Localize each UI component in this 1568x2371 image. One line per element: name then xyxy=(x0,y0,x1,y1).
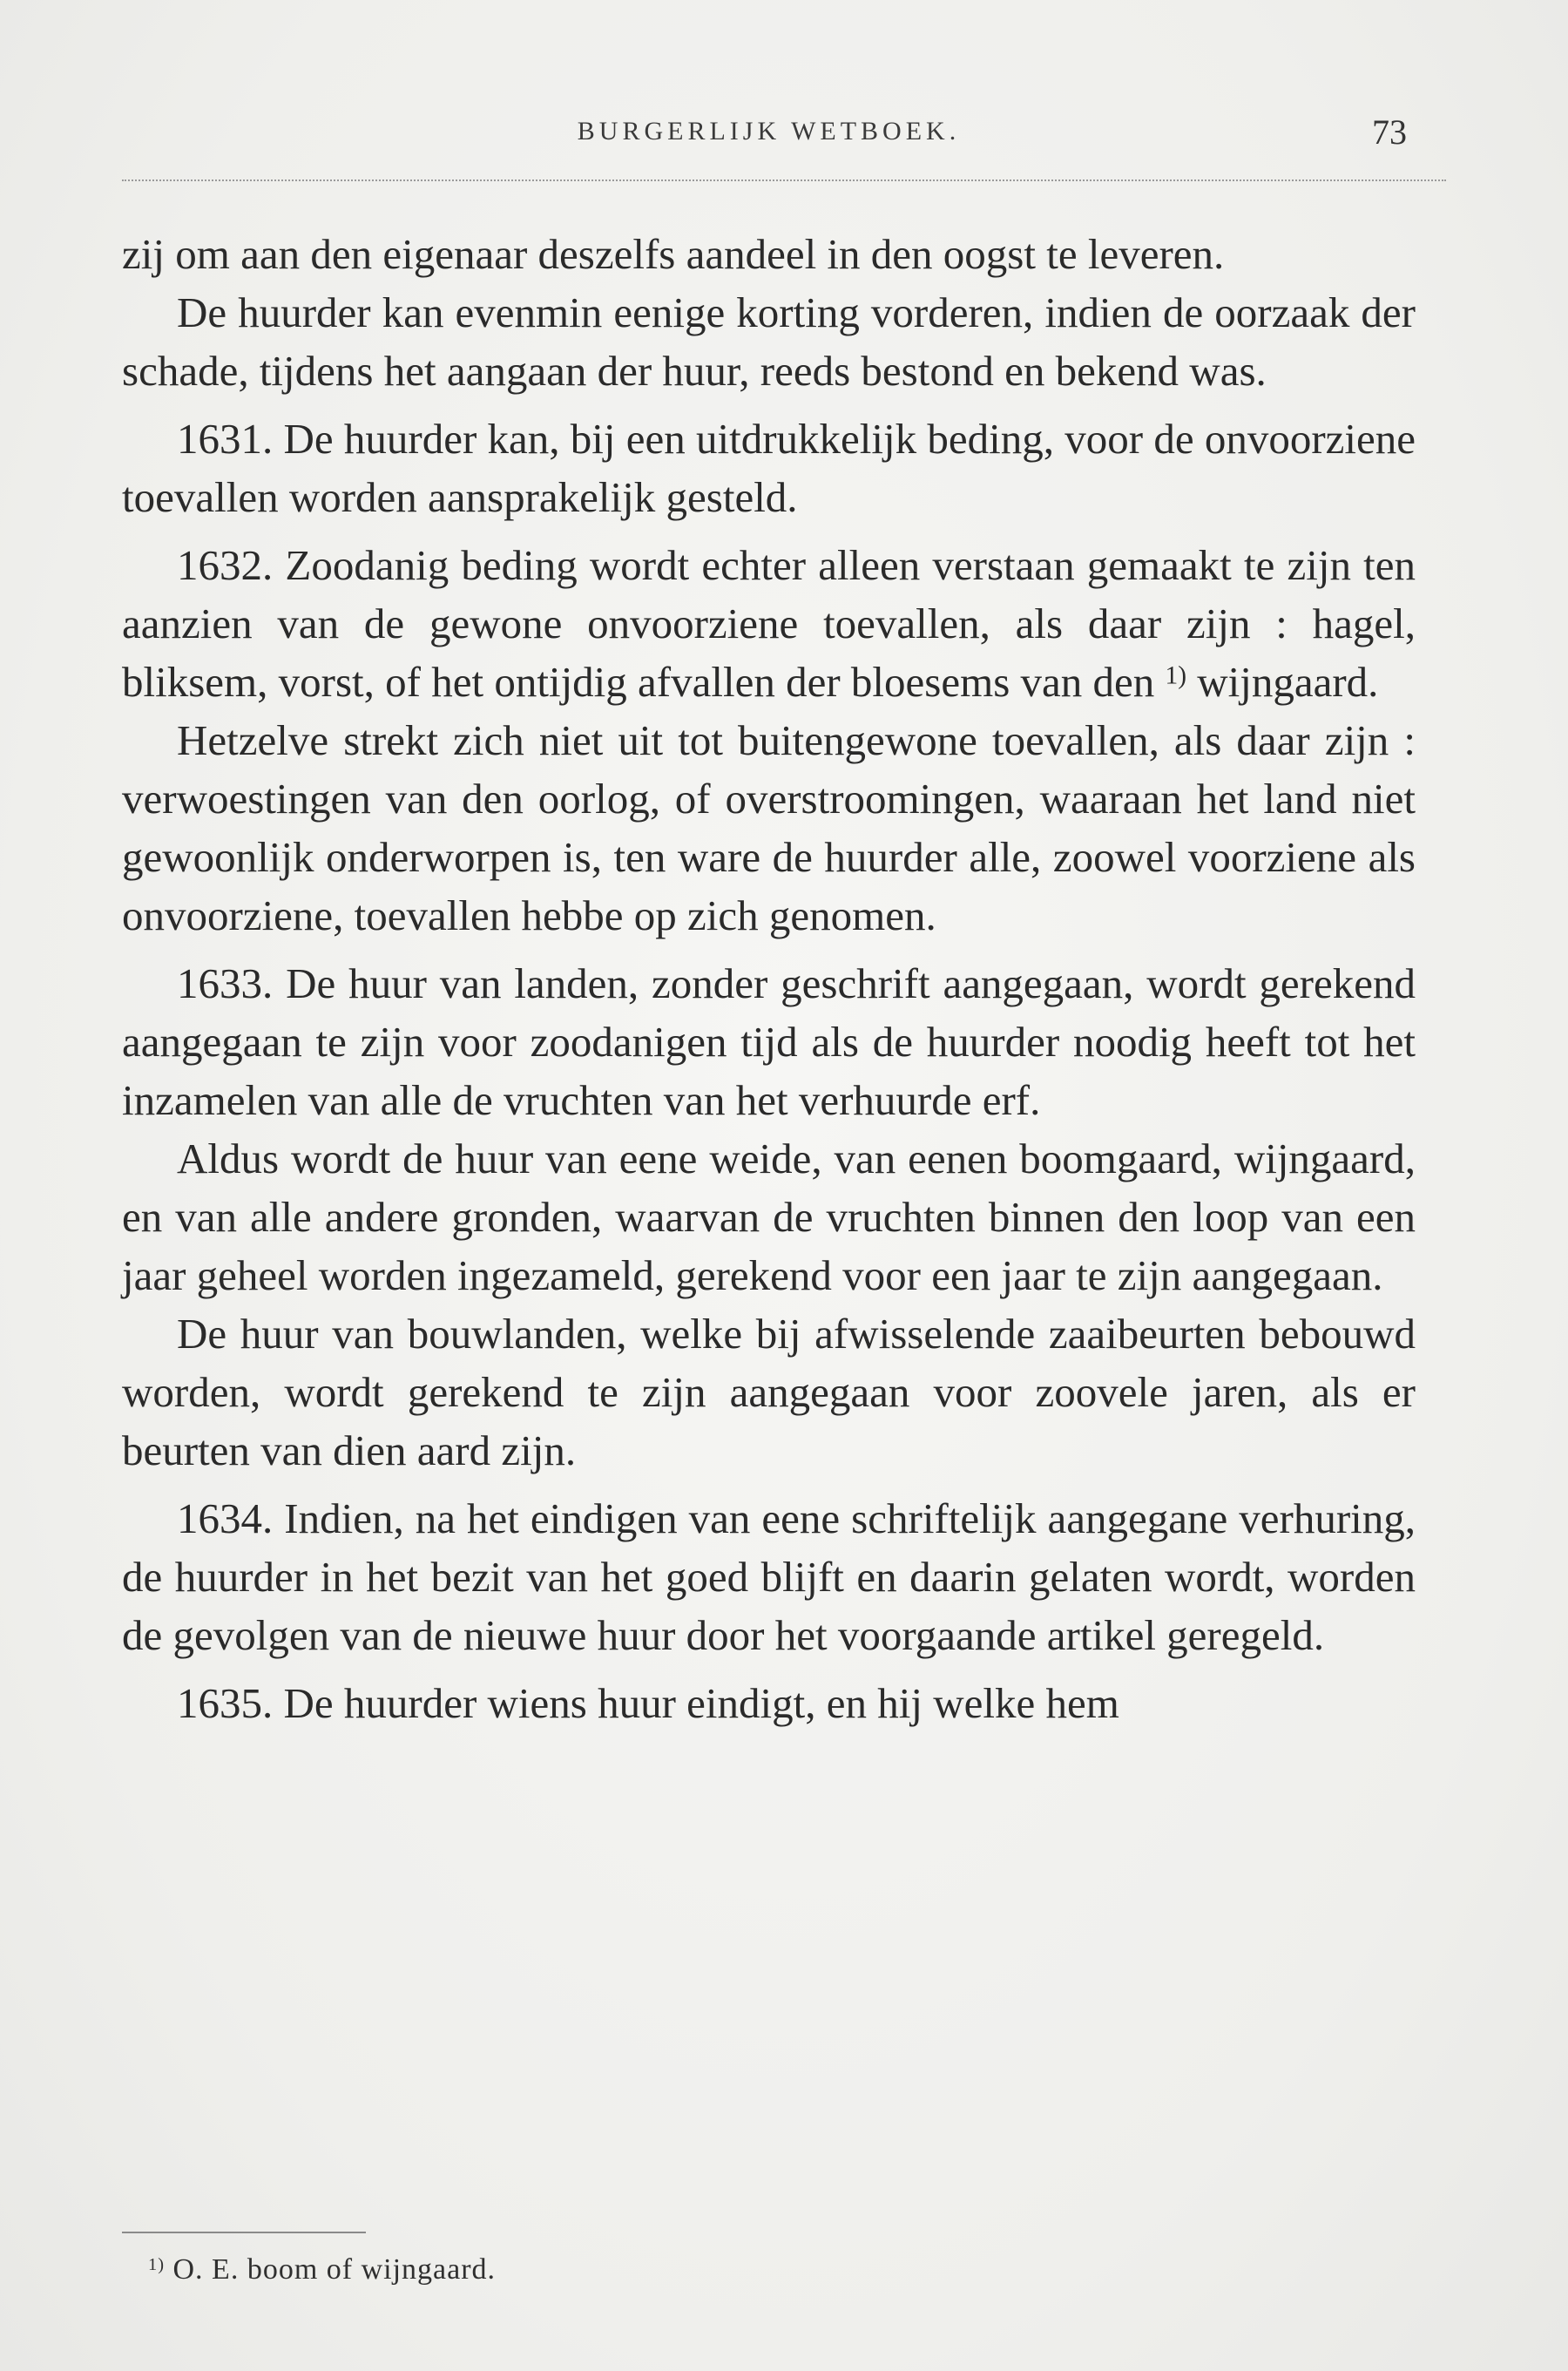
page-number: 73 xyxy=(1372,112,1407,152)
footnote-text: O. E. boom of wijngaard. xyxy=(172,2253,497,2286)
body-text xyxy=(122,225,1416,1732)
paragraph-text: De huurder kan evenmin eenige korting vorderen, indien de oorzaak der schade, tijdens het aangaan der huur, reeds bestond en bekend was. xyxy=(122,288,1416,395)
footnote-rule xyxy=(122,2232,366,2233)
article-1631 xyxy=(122,410,1416,526)
paragraph-text: zij om aan den eigenaar deszelfs aandeel in den oogst te leveren. xyxy=(122,230,1225,278)
article-number: 1632. xyxy=(177,541,274,589)
paragraph-text-continued: wijngaard. xyxy=(1197,658,1379,706)
article-number: 1634. xyxy=(177,1494,274,1542)
paragraph-text: De huurder kan, bij een uitdrukkelijk beding, voor de onvoorziene toevallen worden aansprakelijk gesteld. xyxy=(122,415,1416,521)
paragraph-text: Indien, na het eindigen van eene schriftelijk aangegane verhuring, de huurder in het bezit van het goed blijft en daarin gelaten wordt, worden de gevolgen van de nieuwe huur door het voorgaande artikel geregeld. xyxy=(122,1494,1416,1659)
paragraph xyxy=(122,711,1416,945)
article-1632 xyxy=(122,536,1416,711)
footnote-reference: 1) xyxy=(1165,661,1186,690)
paragraph-text: Hetzelve strekt zich niet uit tot buitengewone toevallen, als daar zijn : verwoestingen van den oorlog, of overstroomingen, waaraan het land niet gewoonlijk onderworpen is, ten ware de huurder alle, zoowel voorziene als onvoorziene, toevallen hebbe op zich genomen. xyxy=(122,716,1416,939)
paragraph-text: De huurder wiens huur eindigt, en hij welke hem xyxy=(283,1679,1119,1727)
article-number: 1631. xyxy=(177,415,274,463)
paragraph-text: De huur van landen, zonder geschrift aangegaan, wordt gerekend aangegaan te zijn voor zoodanigen tijd als de huurder noodig heeft tot het inzamelen van alle de vruchten van het verhuurde erf. xyxy=(122,959,1416,1124)
footnote-mark: 1) xyxy=(148,2254,165,2274)
article-1633 xyxy=(122,954,1416,1129)
page-header xyxy=(122,112,1416,173)
article-number: 1633. xyxy=(177,959,274,1007)
paragraph-text: Aldus wordt de huur van eene weide, van eenen boomgaard, wijngaard, en van alle andere gronden, waarvan de vruchten binnen den loop van een jaar geheel worden ingezameld, gerekend voor een jaar te zijn aangegaan. xyxy=(122,1135,1416,1299)
paragraph-text: De huur van bouwlanden, welke bij afwisselende zaaibeurten bebouwd worden, wordt gerekend te zijn aangegaan voor zoovele jaren, als er beurten van dien aard zijn. xyxy=(122,1310,1416,1474)
paragraph xyxy=(122,225,1416,283)
running-title: BURGERLIJK WETBOEK. xyxy=(577,117,961,146)
paragraph-text: Zoodanig beding wordt echter alleen verstaan gemaakt te zijn ten aanzien van de gewone onvoorziene toevallen, als daar zijn : hagel, bliksem, vorst, of het ontijdig afvallen der bloesems van den xyxy=(122,541,1416,706)
paragraph xyxy=(122,1304,1416,1480)
article-1635 xyxy=(122,1674,1416,1732)
paragraph xyxy=(122,1129,1416,1304)
article-number: 1635. xyxy=(177,1679,274,1727)
footnote xyxy=(148,2252,1193,2287)
paragraph xyxy=(122,283,1416,400)
header-rule xyxy=(122,180,1446,181)
article-1634 xyxy=(122,1489,1416,1664)
